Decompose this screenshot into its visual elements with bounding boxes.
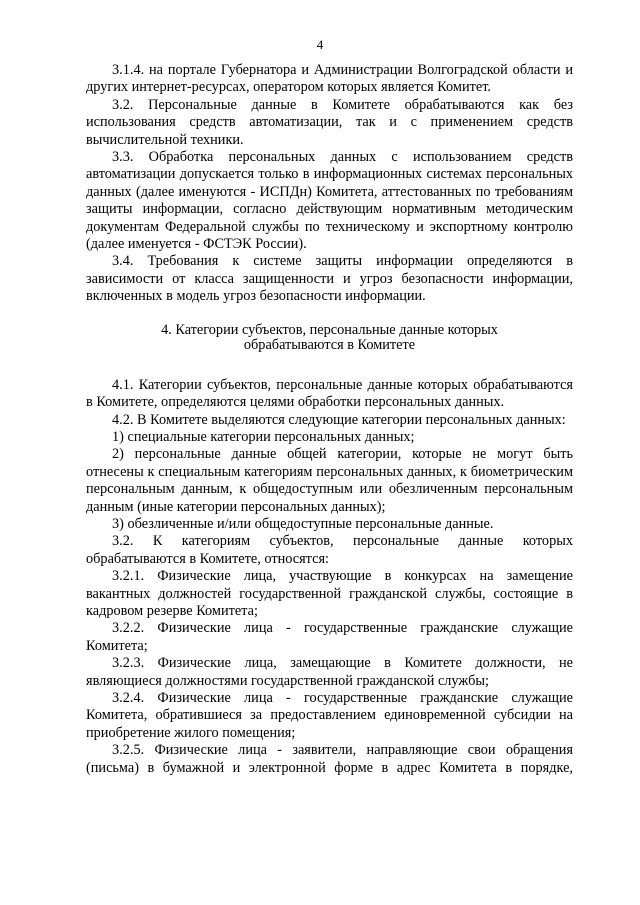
paragraph-3-3: 3.3. Обработка персональных данных с использованием средств автоматизации допускается только в информационных системах персональных данных (далее именуются - ИСПДн) Комитета, аттестованных по требованиям защиты информации, согласно действующим нормативным методическим документам Федеральной службы по техническому и экспортному контролю (далее именуется - ФСТЭК России). — [86, 149, 573, 253]
list-item-1: 1) специальные категории персональных данных; — [112, 428, 415, 445]
paragraph-3-2-1: 3.2.1. Физические лица, участвующие в конкурсах на замещение вакантных должностей государственной гражданской службы, состоящие в кадровом резерве Комитета; — [86, 568, 573, 619]
paragraph-3-2-5: 3.2.5. Физические лица - заявители, направляющие свои обращения (письма) в бумажной и электронной форме в адрес Комитета в порядке, — [86, 742, 573, 776]
section-heading-line-2: обрабатываются в Комитете — [243, 337, 416, 354]
paragraph-3-1-4: 3.1.4. на портале Губернатора и Администрации Волгоградской области и других интернет-ресурсах, оператором которых является Комитет. — [86, 62, 573, 96]
paragraph-3-2-categories: 3.2. К категориям субъектов, персональные данные которых обрабатываются в Комитете, относятся: — [86, 533, 573, 567]
paragraph-4-2: 4.2. В Комитете выделяются следующие категории персональных данных: — [112, 411, 566, 428]
paragraph-4-1: 4.1. Категории субъектов, персональные данные которых обрабатываются в Комитете, определяются целями обработки персональных данных. — [86, 376, 573, 411]
document-body — [86, 62, 573, 777]
paragraph-3-2-2: 3.2.2. Физические лица - государственные гражданские служащие Комитета; — [86, 620, 573, 654]
paragraph-3-2: 3.2. Персональные данные в Комитете обрабатываются как без использования средств автоматизации, так и с применением средств вычислительной техники. — [86, 96, 573, 148]
paragraph-3-2-3: 3.2.3. Физические лица, замещающие в Комитете должности, не являющиеся должностями государственной гражданской службы; — [86, 655, 573, 689]
paragraph-3-2-4: 3.2.4. Физические лица - государственные гражданские служащие Комитета, обратившиеся за предоставлением единовременной субсидии на приобретение жилого помещения; — [86, 690, 573, 741]
list-item-2: 2) персональные данные общей категории, которые не могут быть отнесены к специальным категориям персональных данных, к биометрическим персональным данным, к общедоступным или обезличенным персональным данным (иные категории персональных данных); — [86, 446, 573, 515]
paragraph-3-4: 3.4. Требования к системе защиты информации определяются в зависимости от класса защищенности и угроз безопасности информации, включенных в модель угроз безопасности информации. — [86, 253, 573, 305]
section-heading — [86, 323, 573, 354]
page-number: 4 — [316, 37, 324, 52]
list-item-3: 3) обезличенные и/или общедоступные персональные данные. — [112, 515, 494, 532]
section-heading-line-1: 4. Категории субъектов, персональные данные которых — [161, 321, 498, 338]
